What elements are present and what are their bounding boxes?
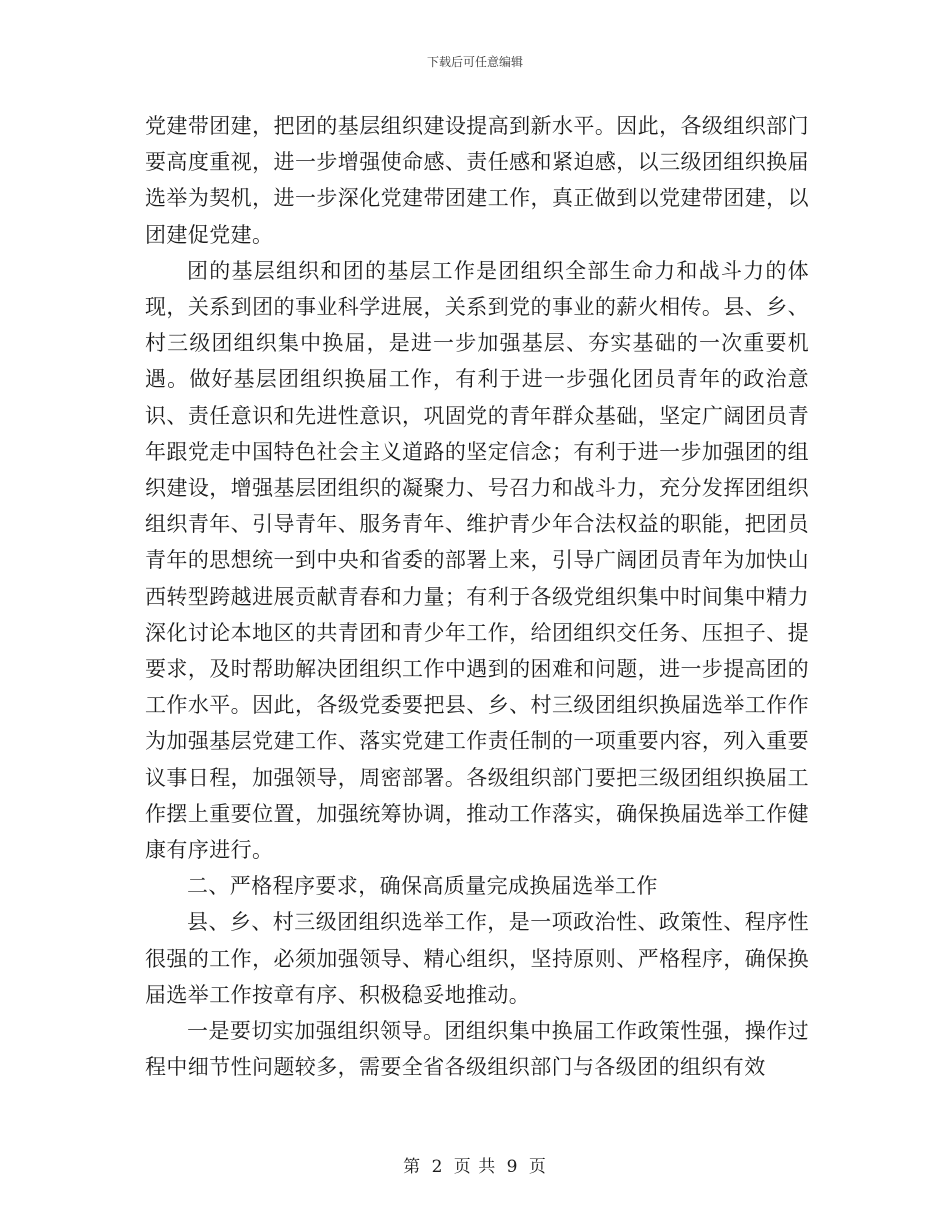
footer-middle: 页 共: [453, 1157, 497, 1177]
page-footer: [0, 1152, 950, 1177]
paragraph-continuation: 党建带团建，把团的基层组织建设提高到新水平。因此，各级组织部门要高度重视，进一步增强使命感、责任感和紧迫感，以三级团组织换届选举为契机，进一步深化党建带团建工作，真正做到以党建带团建，以团建促党建。: [145, 114, 809, 247]
paragraph-leadership: 一是要切实加强组织领导。团组织集中换届工作政策性强，操作过程中细节性问题较多，需要全省各级组织部门与各级团的组织有效: [145, 1019, 809, 1080]
page-header: 下载后可任意编辑: [426, 55, 523, 69]
footer-suffix: 页: [528, 1157, 547, 1177]
current-page-number: 2: [431, 1157, 444, 1177]
footer-prefix: 第: [403, 1157, 422, 1177]
paragraph-significance: 团的基层组织和团的基层工作是团组织全部生命力和战斗力的体现，关系到团的事业科学进展，关系到党的事业的薪火相传。县、乡、村三级团组织集中换届，是进一步加强基层、夯实基础的一次重要机遇。做好基层团组织换届工作，有利于进一步强化团员青年的政治意识、责任意识和先进性意识，巩固党的青年群众基础，坚定广阔团员青年跟党走中国特色社会主义道路的坚定信念；有利于进一步加强团的组织建设，增强基层团组织的凝聚力、号召力和战斗力，充分发挥团组织组织青年、引导青年、服务青年、维护青少年合法权益的职能，把团员青年的思想统一到中央和省委的部署上来，引导广阔团员青年为加快山西转型跨越进展贡献青春和力量；有利于各级党组织集中时间集中精力深化讨论本地区的共青团和青少年工作，给团组织交任务、压担子、提要求，及时帮助解决团组织工作中遇到的困难和问题，进一步提高团的工作水平。因此，各级党委要把县、乡、村三级团组织换届选举工作作为加强基层党建工作、落实党建工作责任制的一项重要内容，列入重要议事日程，加强领导，周密部署。各级组织部门要把三级团组织换届工作摆上重要位置，加强统筹协调，推动工作落实，确保换届选举工作健康有序进行。: [145, 258, 809, 863]
paragraph-election-work: 县、乡、村三级团组织选举工作，是一项政治性、政策性、程序性很强的工作，必须加强领导、精心组织，坚持原则、严格程序，确保换届选举工作按章有序、积极稳妥地推动。: [145, 910, 809, 1007]
section-heading: 二、严格程序要求，确保高质量完成换届选举工作: [187, 874, 658, 899]
document-body: [145, 108, 809, 1085]
total-page-count: 9: [506, 1157, 519, 1177]
